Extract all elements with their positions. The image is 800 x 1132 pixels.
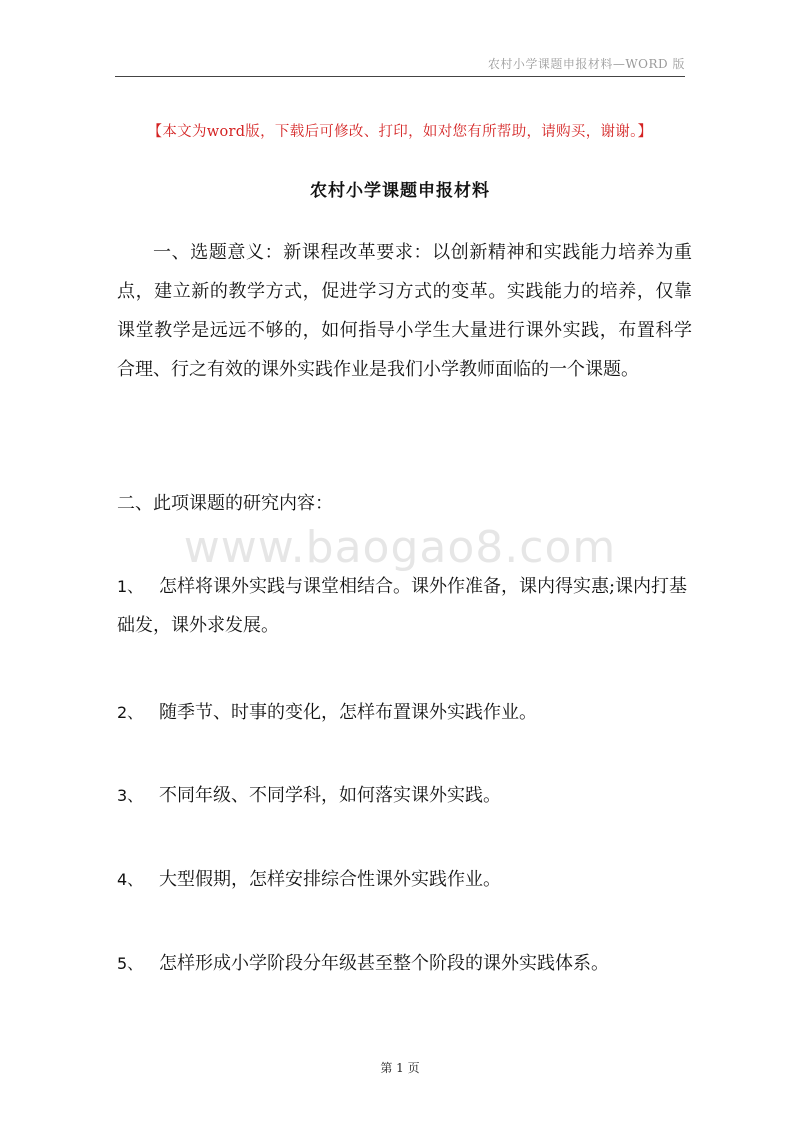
list-item-number: 2、 — [117, 703, 144, 722]
list-item — [117, 567, 692, 645]
list-item — [117, 693, 692, 732]
list-item-text: 怎样将课外实践与课堂相结合。课外作准备，课内得实惠;课内打基础发，课外求发展。 — [117, 576, 688, 636]
section-heading: 二、此项课题的研究内容： — [117, 493, 333, 514]
intro-paragraph: 一、选题意义：新课程改革要求：以创新精神和实践能力培养为重点，建立新的教学方式，促进学习方式的变革。实践能力的培养，仅靠课堂教学是远远不够的，如何指导小学生大量进行课外实践，布置科学合理、行之有效的课外实践作业是我们小学教师面临的一个课题。 — [117, 242, 692, 380]
header-divider — [115, 76, 685, 77]
list-item — [117, 944, 692, 983]
list-item-number: 4、 — [117, 870, 144, 889]
list-item-text: 随季节、时事的变化，怎样布置课外实践作业。 — [159, 702, 537, 723]
list-item — [117, 776, 692, 815]
running-header: 农村小学课题申报材料—WORD 版 — [487, 57, 685, 71]
list-item-number: 3、 — [117, 786, 144, 805]
list-item-text: 怎样形成小学阶段分年级甚至整个阶段的课外实践体系。 — [159, 953, 609, 974]
list-item-text: 大型假期，怎样安排综合性课外实践作业。 — [159, 869, 501, 890]
list-item-number: 5、 — [117, 954, 144, 973]
list-item-number: 1、 — [117, 577, 144, 596]
purchase-notice: 【本文为word版，下载后可修改、打印，如对您有所帮助，请购买，谢谢。】 — [147, 124, 653, 140]
watermark: www.baogao8.com — [183, 522, 617, 573]
page-number: 第 1 页 — [380, 1061, 420, 1075]
list-item-text: 不同年级、不同学科，如何落实课外实践。 — [159, 785, 501, 806]
document-title: 农村小学课题申报材料 — [310, 181, 490, 201]
list-item — [117, 860, 692, 899]
